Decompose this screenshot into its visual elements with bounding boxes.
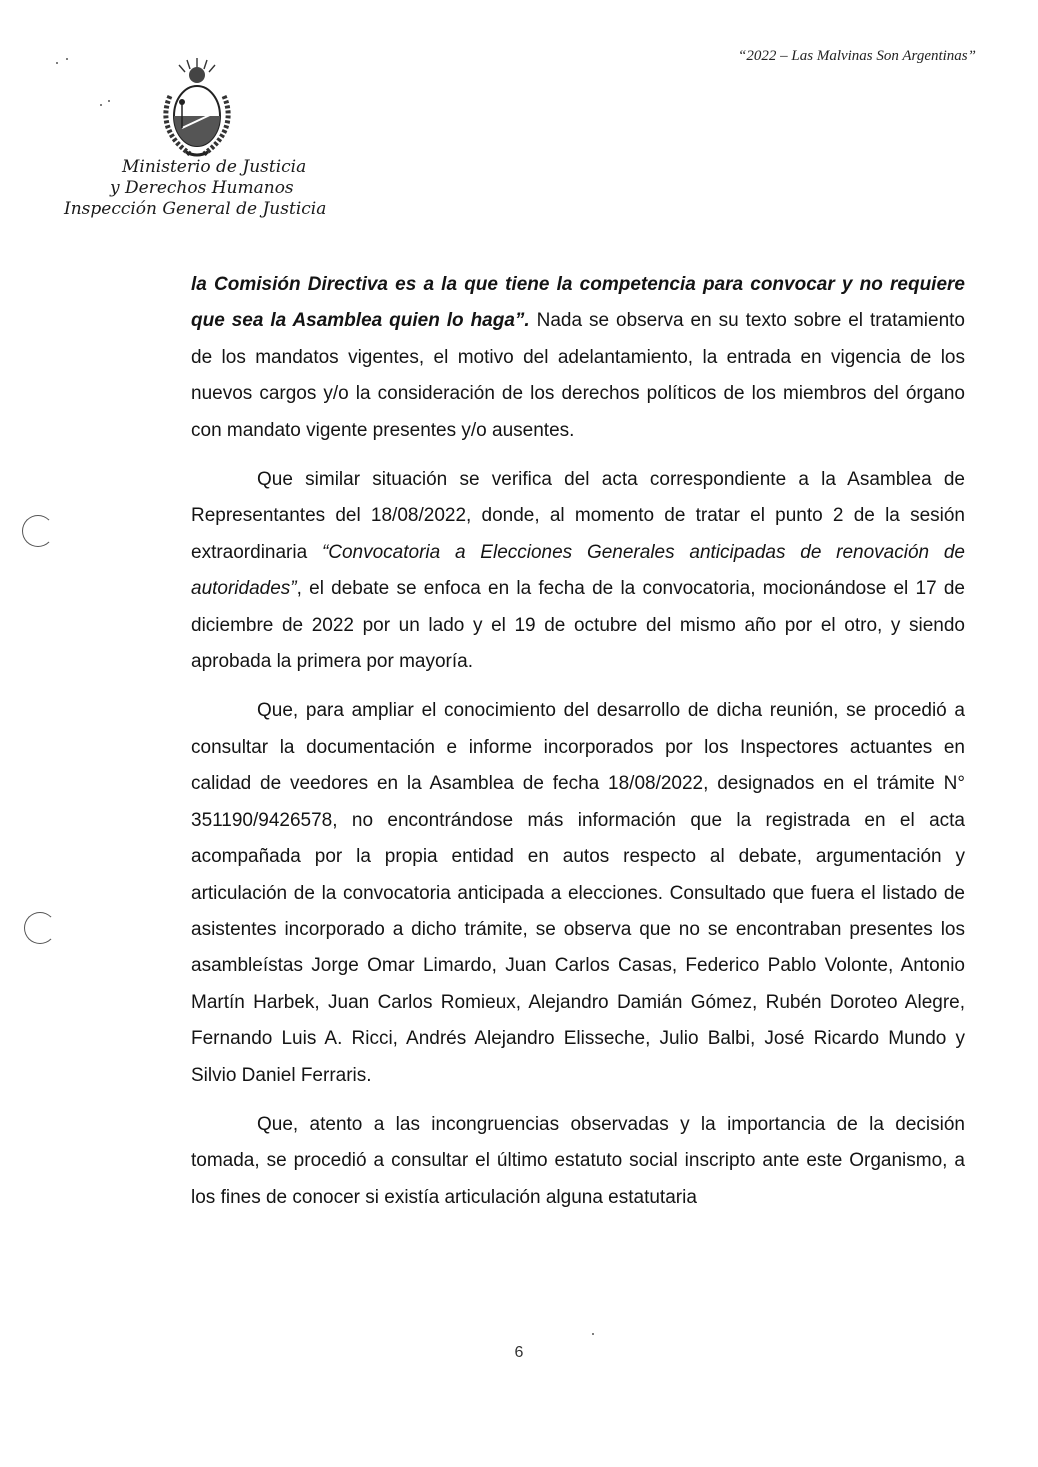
page-number: 6 <box>514 1344 524 1361</box>
ministry-line-2: y Derechos Humanos <box>110 178 294 198</box>
paragraph-1-text: Nada se observa en su texto sobre el tratamiento de los mandatos vigentes, el motivo del adelantamiento, la entrada en vigencia de los nuevos cargos y/o la consideración de los derechos políticos de los miembros del órgano con mandato vigente presentes y/o ausentes. <box>191 310 965 441</box>
scan-speck <box>108 100 110 102</box>
punch-hole-mark <box>24 912 56 944</box>
scan-speck <box>66 58 68 60</box>
paragraph-1 <box>191 267 965 449</box>
document-body <box>191 267 965 1216</box>
paragraph-3: Que, para ampliar el conocimiento del desarrollo de dicha reunión, se procedió a consultar la documentación e informe incorporados por los Inspectores actuantes en calidad de veedores en la Asamblea de fecha 18/08/2022, designados en el trámite N° 351190/9426578, no encontrándose más información que la registrada en el acta acompañada por la propia entidad en autos respecto al debate, argumentación y articulación de la convocatoria anticipada a elecciones. Consultado que fuera el listado de asistentes incorporado a dicho trámite, se observa que no se encontraban presentes los asambleístas Jorge Omar Limardo, Juan Carlos Casas, Federico Pablo Volonte, Antonio Martín Harbek, Juan Carlos Romieux, Alejandro Damián Gómez, Rubén Doroteo Alegre, Fernando Luis A. Ricci, Andrés Alejandro Elisseche, Julio Balbi, José Ricardo Mundo y Silvio Daniel Ferraris. <box>191 700 965 1086</box>
paragraph-2-end: , el debate se enfoca en la fecha de la convocatoria, mocionándose el 17 de diciembre de 2022 por un lado y el 19 de octubre del mismo año por el otro, y siendo aprobada la primera por mayoría. <box>191 578 965 673</box>
ministry-heading <box>64 157 344 220</box>
session-point-title: “Convocatoria a Elecciones Generales anticipadas de renovación de autoridades” <box>191 541 965 600</box>
scan-speck <box>100 104 102 106</box>
ministry-line-3: Inspección General de Justicia <box>64 199 327 219</box>
scan-speck <box>592 1333 594 1335</box>
paragraph-2-start: Que similar situación se verifica del acta correspondiente a la Asamblea de Representantes del 18/08/2022, donde, al momento de tratar el punto 2 de la sesión extraordinaria <box>191 469 965 563</box>
ministry-line-1: Ministerio de Justicia <box>122 157 307 177</box>
quoted-statement: la Comisión Directiva es a la que tiene la competencia para convocar y no requiere que sea la Asamblea quien lo haga”. <box>191 274 965 332</box>
argentina-coat-of-arms-icon <box>160 56 234 160</box>
paragraph-2 <box>191 462 965 680</box>
paragraph-4: Que, atento a las incongruencias observadas y la importancia de la decisión tomada, se procedió a consultar el último estatuto social inscripto ante este Organismo, a los fines de conocer si existía articulación alguna estatutaria <box>191 1113 965 1208</box>
motto: “2022 – Las Malvinas Son Argentinas” <box>738 48 976 64</box>
punch-hole-mark <box>22 515 54 547</box>
scan-speck <box>56 62 58 64</box>
